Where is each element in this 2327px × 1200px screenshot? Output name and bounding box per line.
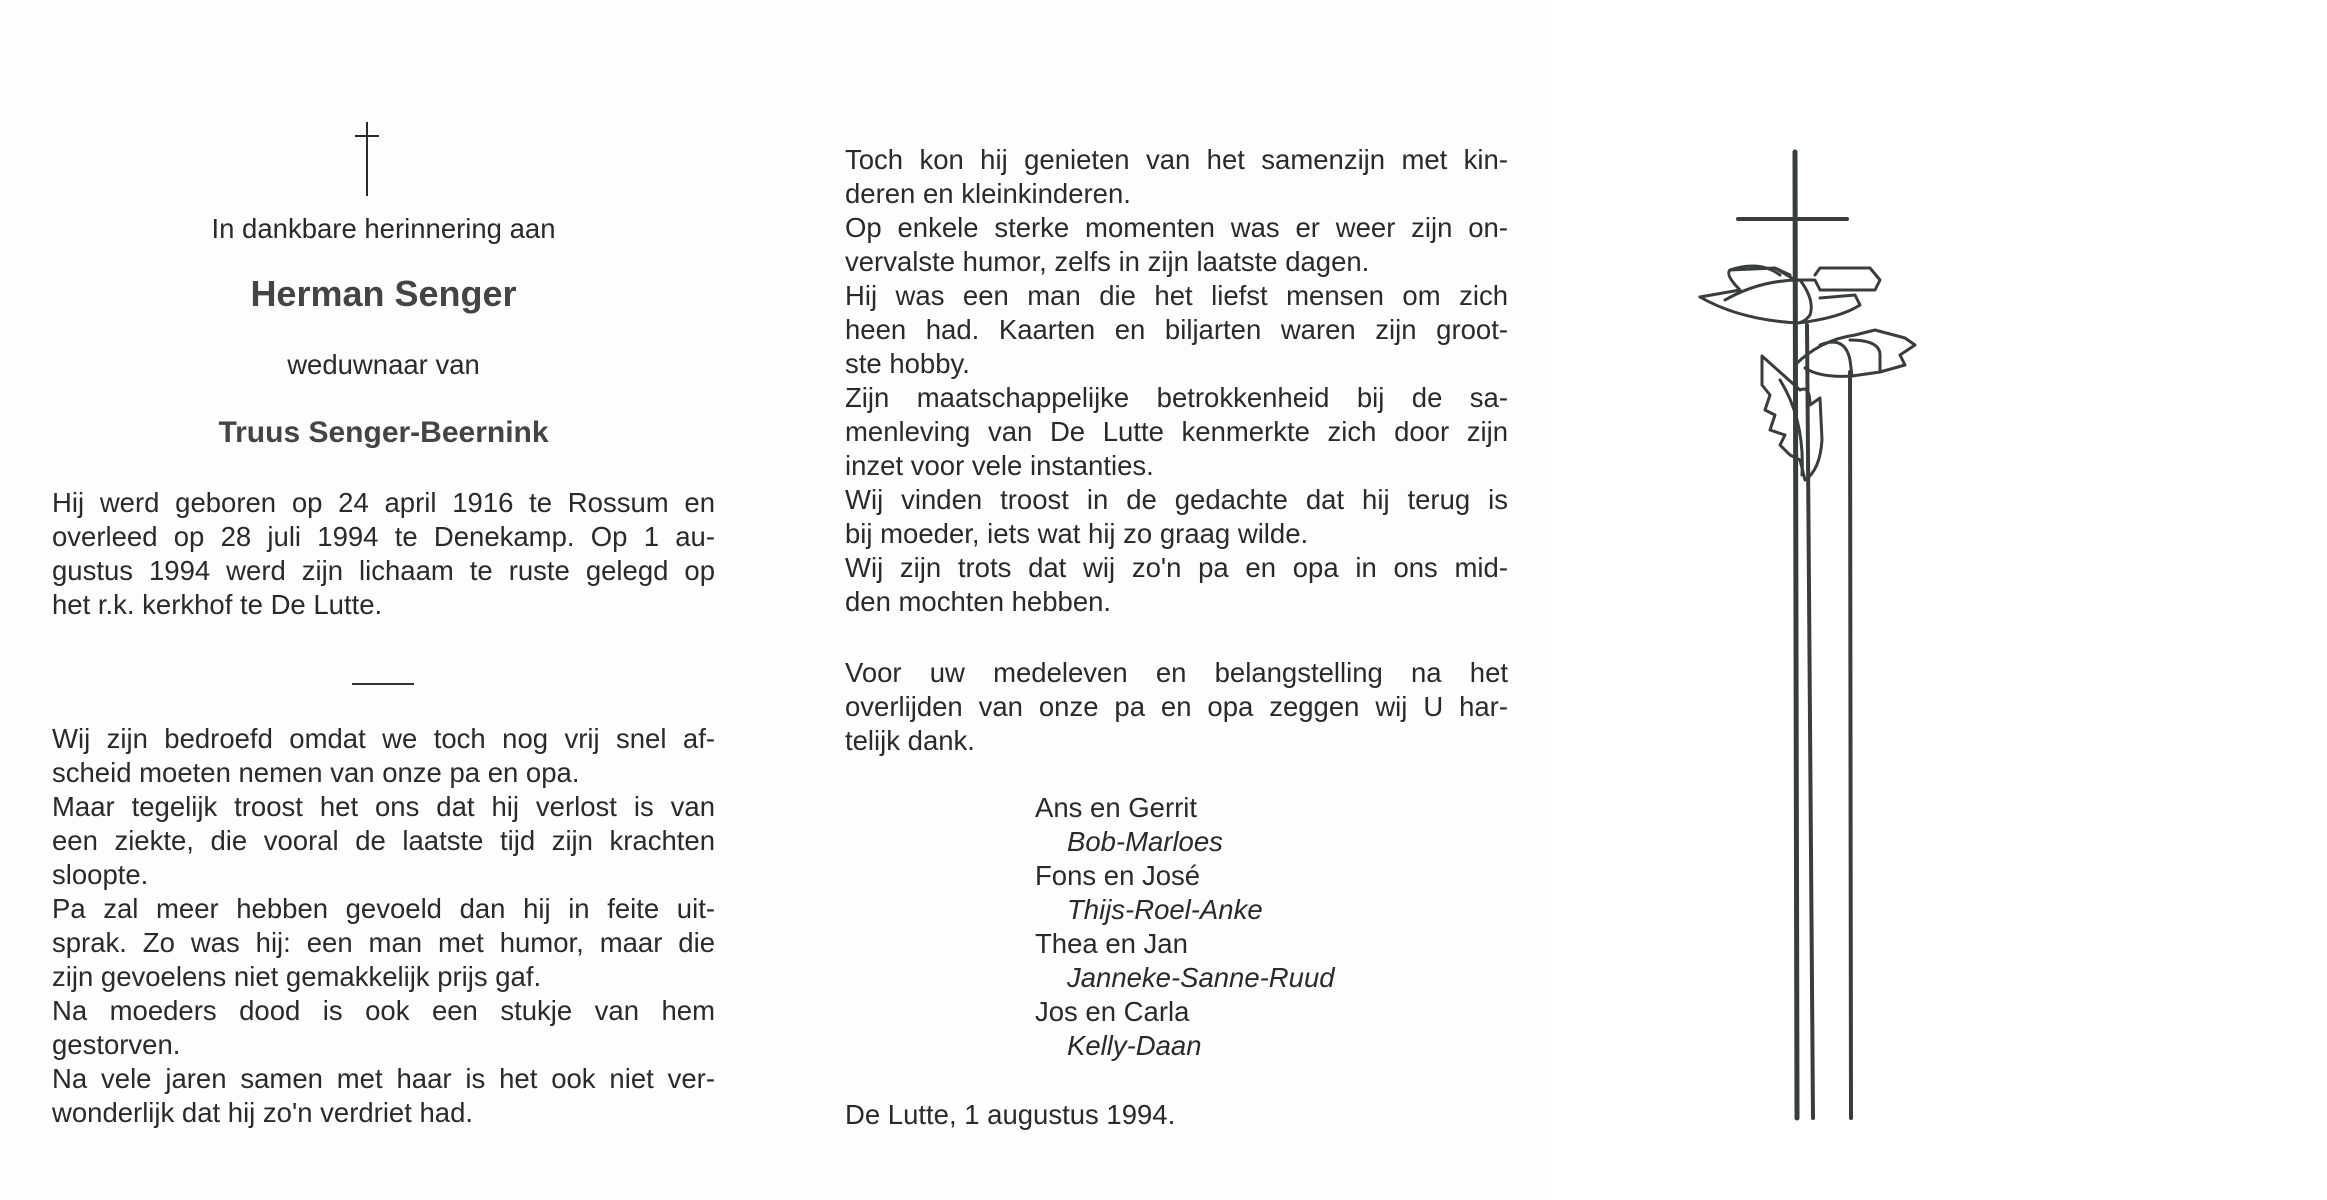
text-line: Pa zal meer hebben gevoeld dan hij in feite uit- xyxy=(52,893,715,924)
text-line: gestorven. xyxy=(52,1029,181,1060)
text-line: ste hobby. xyxy=(845,348,970,379)
text-line: Na vele jaren samen met haar is het ook niet ver- xyxy=(52,1063,715,1094)
text-line: Zijn maatschappelijke betrokkenheid bij de sa- xyxy=(845,382,1508,413)
deceased-name: Herman Senger xyxy=(250,273,517,314)
family-parents: Thea en Jan xyxy=(1035,928,1188,959)
text-line: vervalste humor, zelfs in zijn laatste dagen. xyxy=(845,246,1370,277)
relation-text: weduwnaar van xyxy=(287,349,480,380)
family-parents: Fons en José xyxy=(1035,860,1201,891)
stem-right xyxy=(1850,372,1851,1118)
text-line: sloopte. xyxy=(52,859,149,890)
biography-paragraph xyxy=(52,486,715,622)
text-line: zijn gevoelens niet gemakkelijk prijs gaf. xyxy=(52,961,542,992)
memorial-text-left xyxy=(52,722,715,1130)
intro-text: In dankbare herinnering aan xyxy=(211,213,556,244)
family-children: Janneke-Sanne-Ruud xyxy=(1067,962,1335,993)
text-line: scheid moeten nemen van onze pa en opa. xyxy=(52,757,580,788)
text-line: Hij was een man die het liefst mensen om zich xyxy=(845,280,1508,311)
text-line: Wij zijn trots dat wij zo'n pa en opa in ons mid- xyxy=(845,552,1508,583)
text-line: Toch kon hij genieten van het samenzijn met kin- xyxy=(845,144,1508,175)
poppy-leaf xyxy=(1762,356,1822,480)
text-line: inzet voor vele instanties. xyxy=(845,450,1154,481)
text-line: Voor uw medeleven en belangstelling na het xyxy=(845,657,1508,688)
text-line: menleving van De Lutte kenmerkte zich door zijn xyxy=(845,416,1508,447)
text-line: Wij vinden troost in de gedachte dat hij terug is xyxy=(845,484,1508,515)
poppy-upper xyxy=(1700,266,1880,323)
family-children: Bob-Marloes xyxy=(1067,826,1223,857)
cross-vertical xyxy=(1795,152,1797,1118)
cross-icon xyxy=(352,120,382,200)
spouse-name: Truus Senger-Beernink xyxy=(218,416,549,449)
text-line: wonderlijk dat hij zo'n verdriet had. xyxy=(52,1097,474,1128)
divider xyxy=(352,683,414,685)
stem-left xyxy=(1807,325,1813,1118)
thanks-paragraph xyxy=(845,656,1508,758)
memorial-text-middle xyxy=(845,143,1508,619)
text-line: telijk dank. xyxy=(845,725,975,756)
family-parents: Ans en Gerrit xyxy=(1035,792,1198,823)
text-line: Hij werd geboren op 24 april 1916 te Rossum en xyxy=(52,487,715,518)
poppy-lower xyxy=(1795,330,1915,376)
text-line: Op enkele sterke momenten was er weer zijn on- xyxy=(845,212,1508,243)
family-signatures xyxy=(1035,791,1335,1063)
text-line: overleed op 28 juli 1994 te Denekamp. Op 1 au- xyxy=(52,521,715,552)
text-line: Wij zijn bedroefd omdat we toch nog vrij snel af- xyxy=(52,723,715,754)
family-children: Kelly-Daan xyxy=(1067,1030,1202,1061)
cross-with-poppies-illustration xyxy=(1680,140,1980,1140)
text-line: Maar tegelijk troost het ons dat hij verlost is van xyxy=(52,791,715,822)
text-line: deren en kleinkinderen. xyxy=(845,178,1131,209)
text-line: den mochten hebben. xyxy=(845,586,1112,617)
text-line: heen had. Kaarten en biljarten waren zijn groot- xyxy=(845,314,1508,345)
text-line: Na moeders dood is ook een stukje van hem xyxy=(52,995,715,1026)
text-line: het r.k. kerkhof te De Lutte. xyxy=(52,589,383,620)
text-line: een ziekte, die vooral de laatste tijd zijn krachten xyxy=(52,825,715,856)
family-children: Thijs-Roel-Anke xyxy=(1067,894,1263,925)
text-line: sprak. Zo was hij: een man met humor, maar die xyxy=(52,927,715,958)
family-parents: Jos en Carla xyxy=(1035,996,1190,1027)
closing-date: De Lutte, 1 augustus 1994. xyxy=(845,1099,1176,1130)
text-line: gustus 1994 werd zijn lichaam te ruste gelegd op xyxy=(52,555,715,586)
text-line: overlijden van onze pa en opa zeggen wij U har- xyxy=(845,691,1508,722)
text-line: bij moeder, iets wat hij zo graag wilde. xyxy=(845,518,1309,549)
